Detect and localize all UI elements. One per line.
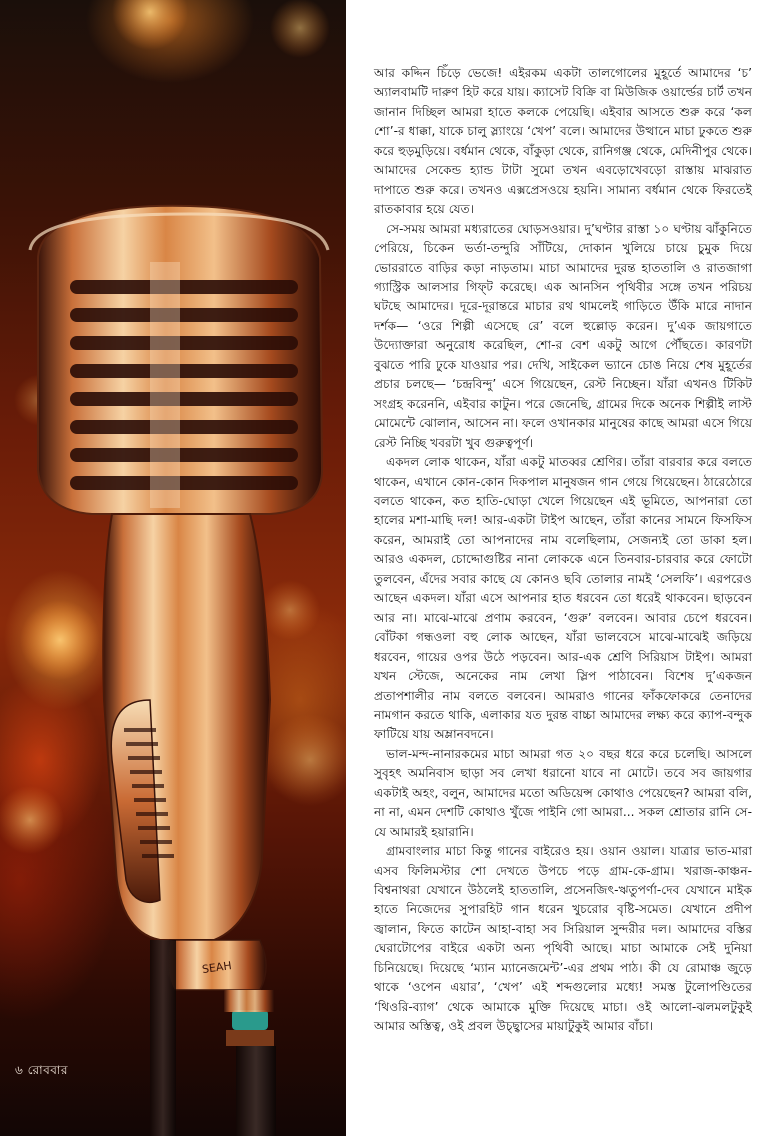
- microphone-illustration: [0, 0, 346, 1136]
- mic-badge: SEAH: [201, 959, 233, 977]
- article-paragraph: আর কদ্দিন চিঁড়ে ভেজে! এইরকম একটা তালগোলের মুহূর্তে আমাদের ‘চ’ অ্যালবামটি দারুণ হিট করে যায়। ক্যাসেট বিক্রি বা মিউজিক ওয়ার্ল্ডের চার্ট তখন জানান দিচ্ছিল আমরা হাতে কলকে পেয়েছি। এইবার আসতে শুরু করে ‘কল শো’-র ধাক্কা, যাকে চালু স্ল্যাংয়ে ‘খেপ’ বলে। আমাদের উত্থানে মাচা ঢুকতে শুরু করে হুড়মুড়িয়ে। বর্ধমান থেকে, বাঁকুড়া থেকে, রানিগঞ্জ থেকে, মেদিনীপুর থেকে। আমাদের সেকেন্ড হ্যান্ড টাটা সুমো তখন এবড়োখেবড়ো রাস্তায় মাঝরাত দাপাতে শুরু করে। তখনও এক্সপ্রেসওয়ে হয়নি। সামান্য বর্ধমান থেকে ফিরতেই রাতকাবার হয়ে যেত।: [374, 66, 752, 217]
- article-paragraph: গ্রামবাংলার মাচা কিন্তু গানের বাইরেও হয়। ওয়ান ওয়াল। যাত্রার ভাত-মারা এসব ফিলিমস্টার শো দেখতে উপচে পড়ে গ্রাম-কে-গ্রাম। খরাজ-কাঞ্চন-বিশ্বনাথরা যেখানে উঠলেই হাততালি, প্রসেনজিৎ-ঋতুপর্ণা-দেব যেখানে মাইক হাতে নিজেদের সুপারহিট গান ধরেন খুচরোর বৃষ্টি-সমেত। যেখানে প্রদীপ জ্বালান, ফিতে কাটেন আহা-বাহা সব সিরিয়াল সুন্দরীর দল। আমাদের বস্তির ঘেরাটোপের বাইরে একটা অন্য পৃথিবী আছে। মাচা আমাকে সেই দুনিয়া চিনিয়েছে। দিয়েছে ‘ম্যান ম্যানেজমেন্ট’-এর প্রথম পাঠ। কী যে রোমাঞ্চ জুড়ে থাকে ‘ওপেন এয়ার’, ‘খেপ’ এই শব্দগুলোর মধ্যে! সমস্ত টুলোপণ্ডিতের ‘থিওরি-ব্যাগ’ থেকে আমাকে মুক্তি দিয়েছে মাচা। ওই আলো-ঝলমলটুকুই আমার অস্তিত্ব, ওই প্রবল উচ্ছ্বাসের মায়াটুকুই আমার বাঁচা।: [374, 844, 752, 1034]
- page-folio: ৬ রোববার: [15, 1063, 69, 1077]
- article-paragraph: একদল লোক থাকেন, যাঁরা একটু মাতব্বর শ্রেণির। তাঁরা বারবার করে বলতে থাকেন, এখানে কোন-কোন দিকপাল মানুষজন গান গেয়ে গিয়েছেন। ঠারেঠোরে বলতে থাকেন, কত হাতি-ঘোড়া খেলে গিয়েছেন এই ভূমিতে, আপনারা তো হালের মশা-মাছি দল! আর-একটা টাইপ আছেন, তাঁরা কানের সামনে ফিসফিস করেন, আমরাই তো আপনাদের নাম বলেছিলাম, সেজন্যই তো ডাকা হল। আরও একদল, চোদ্দোগুষ্টির নানা লোককে এনে তিনবার-চারবার করে ফোটো তুলবেন, এঁদের সবার কাছে যে কোনও ছবি তোলার নামই ‘সেলফি’। এরপরেও আছেন একদল। যাঁরা এসে আপনার হাত ধরবেন তো ধরেই থাকবেন। ছাড়বেন আর না। মাঝে-মাঝে প্রণাম করবেন, ‘গুরু’ বলবেন। আবার চেপে ধরবেন। বোঁটকা গন্ধওলা বহু লোক আছেন, যাঁরা ভালবেসে মাঝে-মাঝেই জড়িয়ে ধরবেন, গায়ের ওপর উঠে পড়বেন। আর-এক শ্রেণি সিরিয়াস টাইপ। আমরা যখন স্টেজে, অনেকের নাম লেখা স্লিপ পাঠাবেন। বিশেষ দু’একজন প্রতাপশালীর নাম বলতে বলবেন। আমরাও গানের ফাঁকফোকরে তেনাদের নামগান করতে থাকি, এলাকার যত দুরন্ত বাচ্চা আমাদের লক্ষ্য করে ক্যাপ-বন্দুক ফাটিয়ে যায় অম্লানবদনে।: [374, 455, 752, 742]
- bokeh-light: [264, 714, 346, 806]
- bokeh-light: [270, 0, 330, 58]
- bokeh-light: [20, 600, 100, 680]
- microphone-photo: [0, 0, 346, 1136]
- article-paragraph: ভাল-মন্দ-নানারকমের মাচা আমরা গত ২০ বছর ধরে করে চলেছি। আসলে সুবৃহৎ অমনিবাস ছাড়া সব লেখা ধরানো যাবে না মোটে। তবে সব জায়গার একটাই অহং, বলুন, আমাদের মতো অডিয়েন্স কোথাও পেয়েছেন? আমরা বলি, না না, এমন দেশটি কোথাও খুঁজে পাইনি গো আমরা... সকল শ্রোতার রানি সে-যে আমারই হয়ারানি।: [374, 746, 752, 839]
- microphone-band: [232, 1010, 268, 1030]
- bokeh-light: [260, 580, 320, 640]
- microphone-stand: [236, 1046, 276, 1136]
- bokeh-light: [0, 786, 64, 854]
- article-body: [374, 64, 752, 1037]
- bokeh-light: [112, 0, 188, 50]
- article-paragraph: সে-সময় আমরা মধ্যরাতের ঘোড়সওয়ার। দু’ঘণ্টার রাস্তা ১০ ঘণ্টায় ঝাঁকুনিতে পেরিয়ে, চিকেন ভর্তা-তন্দুরি সাঁটিয়ে, দোকান খুলিয়ে চায়ে চুমুক দিয়ে ভোররাতে বাড়ির কড়া নাড়তাম। মাচা আমাদের দুরন্ত হাততালি ও রাতজাগা গ্যাস্ট্রিক আলসার গিফ্‌ট করেছে। এক আনসিন পৃথিবীর সঙ্গে তখন পরিচয় ঘটছে আমাদের। দূরে-দূরান্তরে মাচার রথ থামলেই গাড়িতে উঁকি মারে নাদান দর্শক— ‘ওরে শিল্পী এসেছে রে’ বলে হুল্লোড় করেন। দু’এক জায়গাতে উদ্যোক্তারা অনুরোধ করেছিল, শো-র বেশ একটু আগে পৌঁছতে। কারণটা বুঝতে পারি ঢুকে যাওয়ার পর। দেখি, সাইকেল ভ্যানে চোঙ নিয়ে শেষ মুহূর্তের প্রচার চলছে— ‘চন্দ্রবিন্দু’ এসে গিয়েছেন, রেস্ট নিচ্ছেন। যাঁরা এখনও টিকিট সংগ্রহ করেননি, এইবার কাটুন। পরে জেনেছি, গ্রামের দিকে অনেক শিল্পীই লাস্ট মোমেন্টে ঝোলান, আসেন না। ফলে ওখানকার মানুষের কাছে আমরা এসে গিয়ে রেস্ট নিচ্ছি খবরটা খুব গুরুত্বপূর্ণ।: [374, 221, 752, 450]
